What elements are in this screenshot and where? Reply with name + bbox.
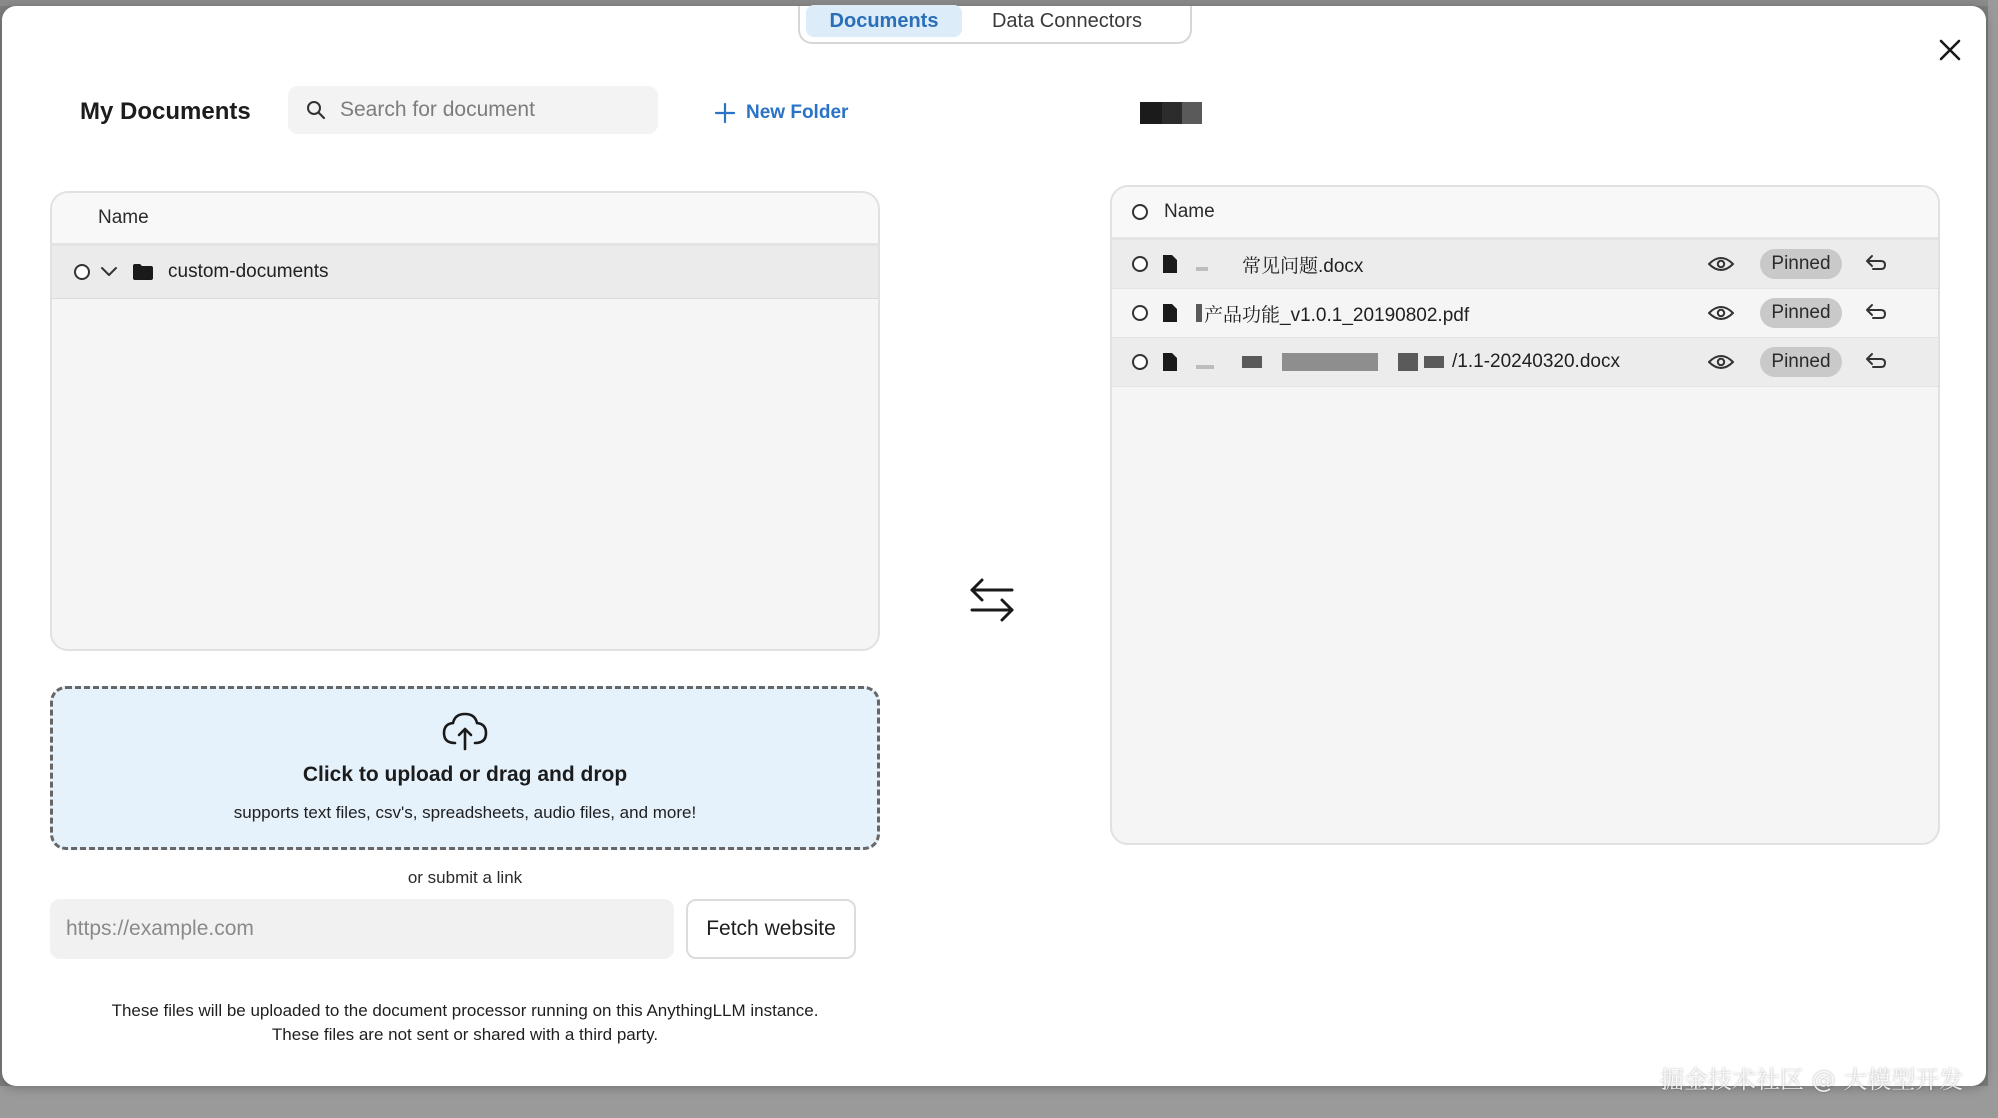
pinned-badge[interactable]: Pinned [1760,347,1842,377]
fetch-website-button[interactable]: Fetch website [686,899,856,959]
background-strip-right [1988,0,1998,1118]
column-header-name: Name [1164,201,1215,222]
or-submit-link-label: or submit a link [407,868,523,887]
undo-icon[interactable] [1864,303,1886,323]
folder-icon [132,263,154,281]
tab-data-connectors[interactable]: Data Connectors [991,9,1143,32]
workspace-documents-header [1112,187,1938,240]
document-name-text: 产品功能_v1.0.1_20190802.pdf [1204,304,1470,326]
upload-subtitle: supports text files, csv's, spreadsheets, audio files, and more! [233,803,697,822]
upload-dropzone[interactable] [50,686,880,850]
file-icon [1162,254,1178,274]
file-icon [1162,303,1178,323]
url-input[interactable] [50,899,674,959]
folder-checkbox[interactable] [74,264,90,280]
my-documents-panel [50,191,880,651]
cloud-upload-icon [441,711,489,751]
my-documents-header [52,193,878,246]
eye-icon[interactable] [1708,255,1734,273]
new-folder-label: New Folder [746,102,849,123]
notice-line-1: These files will be uploaded to the document processor running on this AnythingLLM instance. [111,1001,819,1020]
page-title: My Documents [80,98,251,125]
search-box[interactable] [288,86,658,134]
watermark: 掘金技术社区 @ 大模型开发 [1660,1066,1964,1094]
table-row[interactable] [1112,338,1938,387]
file-icon [1162,352,1178,372]
upload-notice [50,999,880,1047]
new-folder-button[interactable] [714,102,848,124]
search-icon [306,100,326,120]
close-button[interactable] [1934,34,1966,66]
pinned-badge[interactable]: Pinned [1760,298,1842,328]
tab-bar [798,6,1192,44]
document-name [1196,251,1363,278]
folder-label: custom-documents [168,261,329,282]
document-name-text: /1.1-20240320.docx [1452,351,1620,372]
table-row[interactable] [1112,289,1938,338]
redacted-text [1196,267,1208,271]
notice-line-2: These files are not sent or shared with a third party. [271,1025,659,1044]
upload-title: Click to upload or drag and drop [302,763,628,786]
eye-icon[interactable] [1708,353,1734,371]
tab-documents[interactable]: Documents [806,5,962,37]
search-input[interactable] [338,97,642,123]
eye-icon[interactable] [1708,304,1734,322]
close-icon [1934,34,1966,66]
redacted-text [1196,365,1214,369]
column-header-name: Name [98,207,149,228]
workspace-documents-panel [1110,185,1940,845]
swap-arrows-icon[interactable] [968,576,1016,624]
plus-icon [714,102,736,124]
row-checkbox[interactable] [1132,256,1148,272]
row-checkbox[interactable] [1132,305,1148,321]
undo-icon[interactable] [1864,254,1886,274]
select-all-checkbox[interactable] [1132,204,1148,220]
redacted-text [1196,304,1202,322]
document-manager-modal [2,6,1986,1086]
undo-icon[interactable] [1864,352,1886,372]
document-name [1196,351,1620,373]
document-name [1196,300,1469,327]
document-name-text: 常见问题.docx [1242,255,1364,277]
pinned-badge[interactable]: Pinned [1760,249,1842,279]
folder-row[interactable] [52,246,878,299]
row-checkbox[interactable] [1132,354,1148,370]
workspace-name-redacted [1140,102,1220,124]
chevron-down-icon[interactable] [100,266,118,278]
table-row[interactable] [1112,240,1938,289]
